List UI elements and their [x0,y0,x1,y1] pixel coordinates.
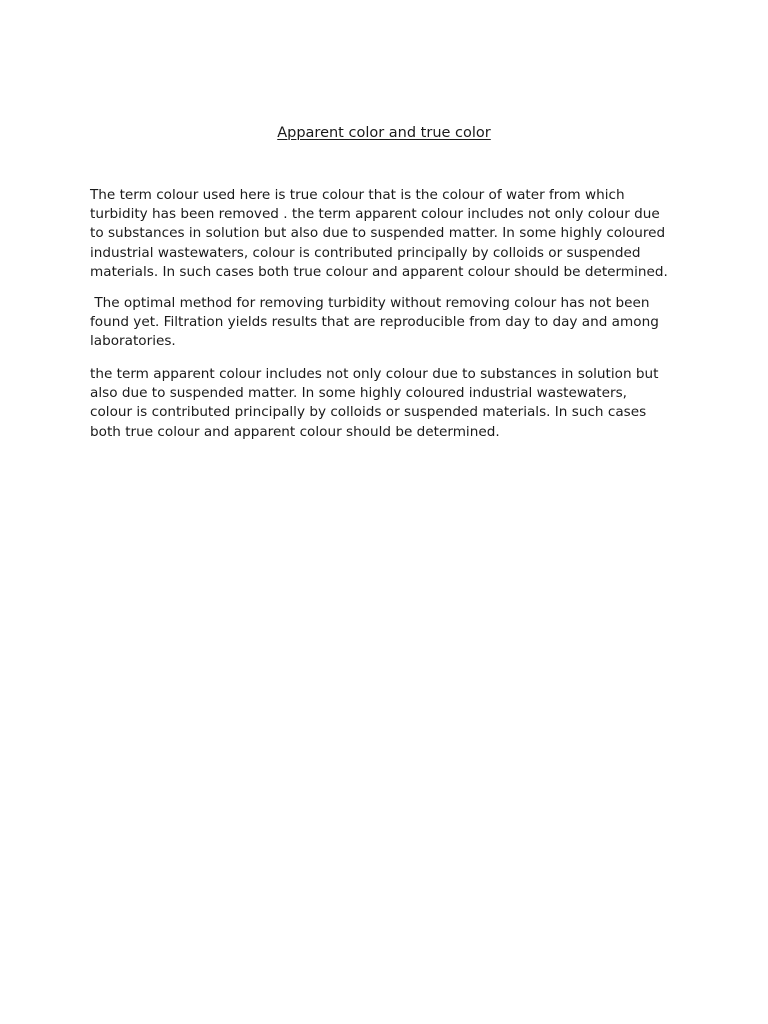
text-line: laboratories. [90,333,176,350]
paragraph-true-colour [90,186,690,282]
text-line: The optimal method for removing turbidity without removing colour has not been [90,295,650,311]
text-line: The term colour used here is true colour that is the colour of water from which [90,187,625,203]
document-title: Apparent color and true color [277,125,491,141]
paragraph-apparent-colour [90,365,690,442]
text-line: also due to suspended matter. In some highly coloured industrial wastewaters, [90,385,627,402]
text-line: the term apparent colour includes not only colour due to substances in solution but [90,366,659,382]
text-line: both true colour and apparent colour should be determined. [90,423,500,440]
text-line: turbidity has been removed . the term apparent colour includes not only colour due [90,206,660,223]
paragraph-optimal-method [90,294,690,352]
text-line: industrial wastewaters, colour is contributed principally by colloids or suspended [90,244,641,261]
text-line: to substances in solution but also due to suspended matter. In some highly coloured [90,225,666,242]
text-line: found yet. Filtration yields results that are reproducible from day to day and among [90,314,659,331]
text-line: colour is contributed principally by colloids or suspended materials. In such cases [90,404,647,421]
text-line: materials. In such cases both true colour and apparent colour should be determined. [90,263,668,280]
